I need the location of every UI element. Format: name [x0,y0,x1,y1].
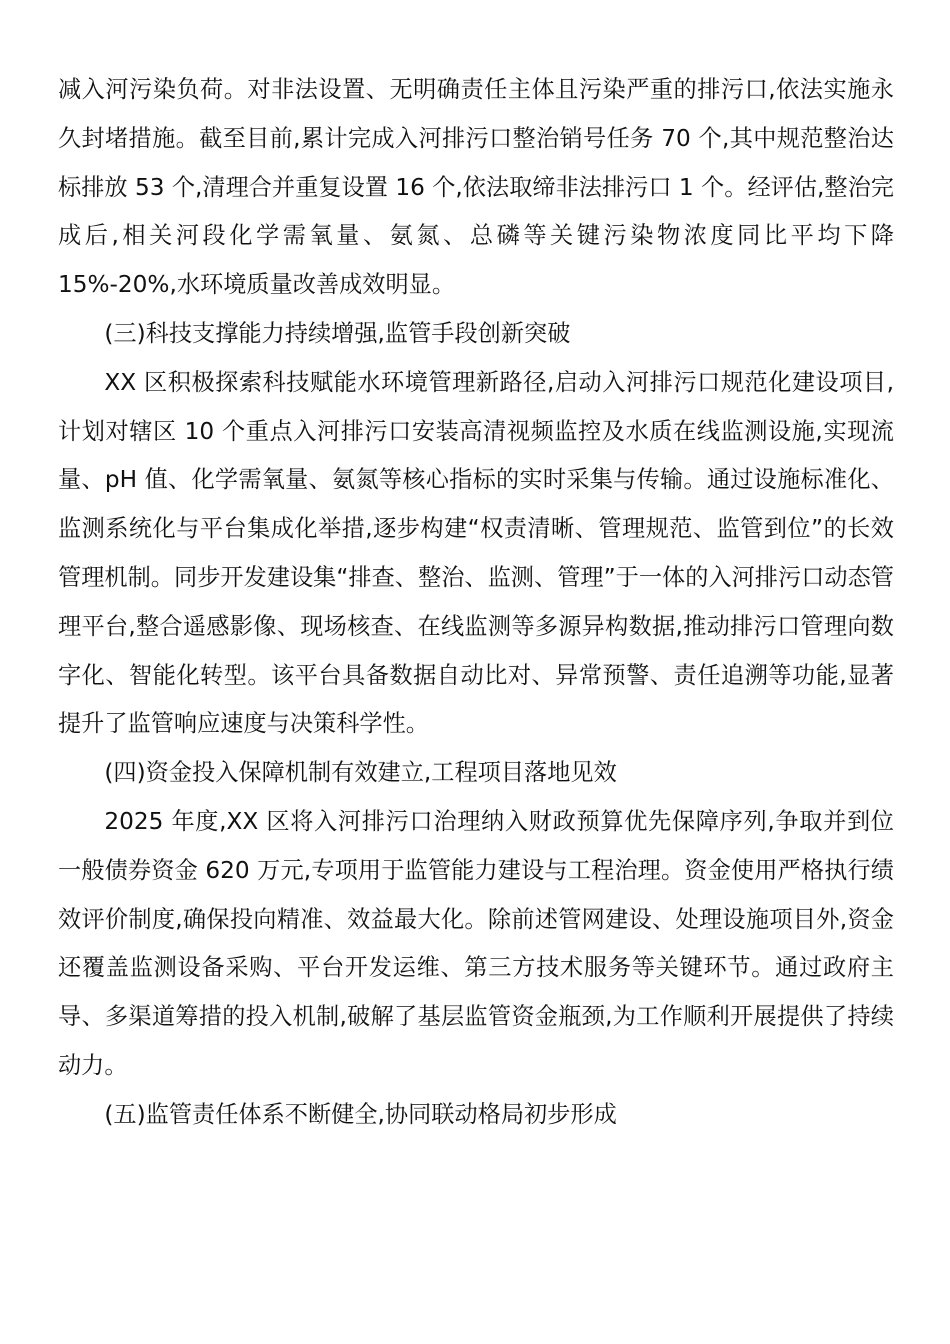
document-page [58,66,894,1140]
paragraph-tech-support: XX 区积极探索科技赋能水环境管理新路径,启动入河排污口规范化建设项目,计划对辖区 10 个重点入河排污口安装高清视频监控及水质在线监测设施,实现流量、pH 值、化学需氧量、氨氮等核心指标的实时采集与传输。通过设施标准化、监测系统化与平台集成化举措,逐步构建“权责清晰、管理规范、监管到位”的长效管理机制。同步开发建设集“排查、整治、监测、管理”于一体的入河排污口动态管理平台,整合遥感影像、现场核查、在线监测等多源异构数据,推动排污口管理向数字化、智能化转型。该平台具备数据自动比对、异常预警、责任追溯等功能,显著提升了监管响应速度与决策科学性。 [58,368,894,738]
section-heading-4-funding: (四)资金投入保障机制有效建立,工程项目落地见效 [104,759,617,787]
section-heading-3-tech-support: (三)科技支撑能力持续增强,监管手段创新突破 [104,319,571,347]
paragraph-continuation-pollution-remediation: 减入河污染负荷。对非法设置、无明确责任主体且污染严重的排污口,依法实施永久封堵措施。截至目前,累计完成入河排污口整治销号任务 70 个,其中规范整治达标排放 53 个,清理合并重复设置 16 个,依法取缔非法排污口 1 个。经评估,整治完成后,相关河段化学需氧量、氨氮、总磷等关键污染物浓度同比平均下降 15%-20%,水环境质量改善成效明显。 [58,76,894,299]
section-heading-5-supervision: (五)监管责任体系不断健全,协同联动格局初步形成 [104,1100,617,1128]
paragraph-funding: 2025 年度,XX 区将入河排污口治理纳入财政预算优先保障序列,争取并到位一般债券资金 620 万元,专项用于监管能力建设与工程治理。资金使用严格执行绩效评价制度,确保投向精准、效益最大化。除前述管网建设、处理设施项目外,资金还覆盖监测设备采购、平台开发运维、第三方技术服务等关键环节。通过政府主导、多渠道筹措的投入机制,破解了基层监管资金瓶颈,为工作顺利开展提供了持续动力。 [58,807,894,1079]
